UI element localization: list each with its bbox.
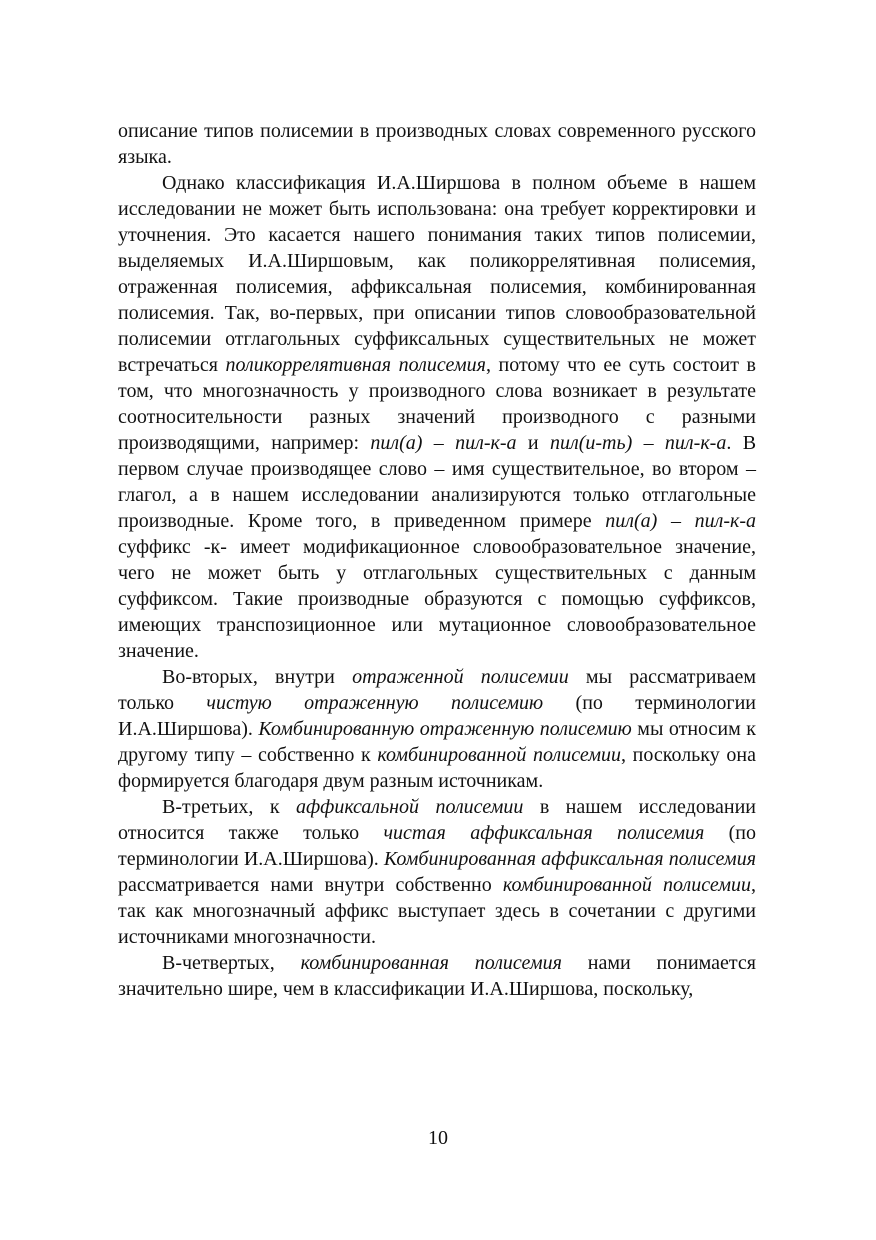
text-segment: Во-вторых, внутри (162, 666, 353, 688)
text-segment: В-третьих, к (162, 796, 296, 818)
text-segment: , так как многозначный аффикс выступает здесь в сочетании с другими источниками многозначности. (118, 874, 756, 948)
italic-term: отраженной полисемии (352, 666, 569, 688)
italic-term: комбинированная полисемия (300, 952, 562, 974)
text-segment: суффикс -к- имеет модификационное словообразовательное значение, чего не может быть у отглагольных существительных с данным суффиксом. Такие производные образуются с помощью суффиксов, имеющих транспозиционное или мутационное словообразовательное значение. (118, 536, 756, 662)
text-segment: В-четвертых, (162, 952, 301, 974)
text-segment: и (516, 432, 550, 454)
text-segment: , потому что ее суть состоит в том, что многозначность у производного слова возникает в результате соотносительности разных значений производного с разными производящими, например: (118, 354, 756, 454)
text-segment: . В первом случае производящее слово – имя существительное, во втором – глагол, а в нашем исследовании анализируются только отглагольные производные. Кроме того, в приведенном примере (118, 432, 757, 532)
italic-term: чистую отраженную полисемию (206, 692, 544, 714)
italic-term: пил(и-ть) – пил-к-а (549, 432, 727, 454)
paragraph (118, 794, 756, 950)
paragraph (118, 118, 756, 170)
page-number: 10 (428, 1127, 448, 1149)
text-segment: в нашем исследовании относится также только (118, 796, 756, 844)
italic-term: Комбинированная аффиксальная полисемия (383, 848, 756, 870)
italic-term: пил(а) – пил-к-а (370, 432, 517, 454)
italic-term: комбинированной полисемии (502, 874, 751, 896)
text-segment: (по терминологии И.А.Ширшова). (118, 822, 756, 870)
paragraph (118, 664, 756, 794)
italic-term: комбинированной полисемии (377, 744, 622, 766)
page-body (118, 118, 756, 1002)
paragraph (118, 170, 756, 664)
text-segment: мы относим к другому типу – собственно к (118, 718, 756, 766)
text-segment: описание типов полисемии в производных словах современного русского языка. (118, 120, 756, 168)
text-segment: нами понимается значительно шире, чем в классификации И.А.Ширшова, поскольку, (118, 952, 756, 1000)
paragraph (118, 950, 756, 1002)
italic-term: аффиксальной полисемии (295, 796, 524, 818)
text-segment: мы рассматриваем только (118, 666, 756, 714)
italic-term: поликоррелятивная полисемия (225, 354, 486, 376)
text-segment: Однако классификация И.А.Ширшова в полном объеме в нашем исследовании не может быть использована: она требует корректировки и уточнения. Это касается нашего понимания таких типов полисемии, выделяемых И.А.Ширшовым, как поликоррелятивная полисемия, отраженная полисемия, аффиксальная полисемия, комбинированная полисемия. Так, во-первых, при описании типов словообразовательной полисемии отглагольных суффиксальных существительных не может встречаться (118, 172, 756, 376)
italic-term: чистая аффиксальная полисемия (383, 822, 705, 844)
italic-term: Комбинированную отраженную полисемию (258, 718, 632, 740)
text-segment: рассматривается нами внутри собственно (118, 874, 503, 896)
italic-term: пил(а) – пил-к-а (605, 510, 756, 532)
text-segment: , поскольку она формируется благодаря двум разным источникам. (118, 744, 756, 792)
text-segment: (по терминологии И.А.Ширшова). (118, 692, 757, 740)
